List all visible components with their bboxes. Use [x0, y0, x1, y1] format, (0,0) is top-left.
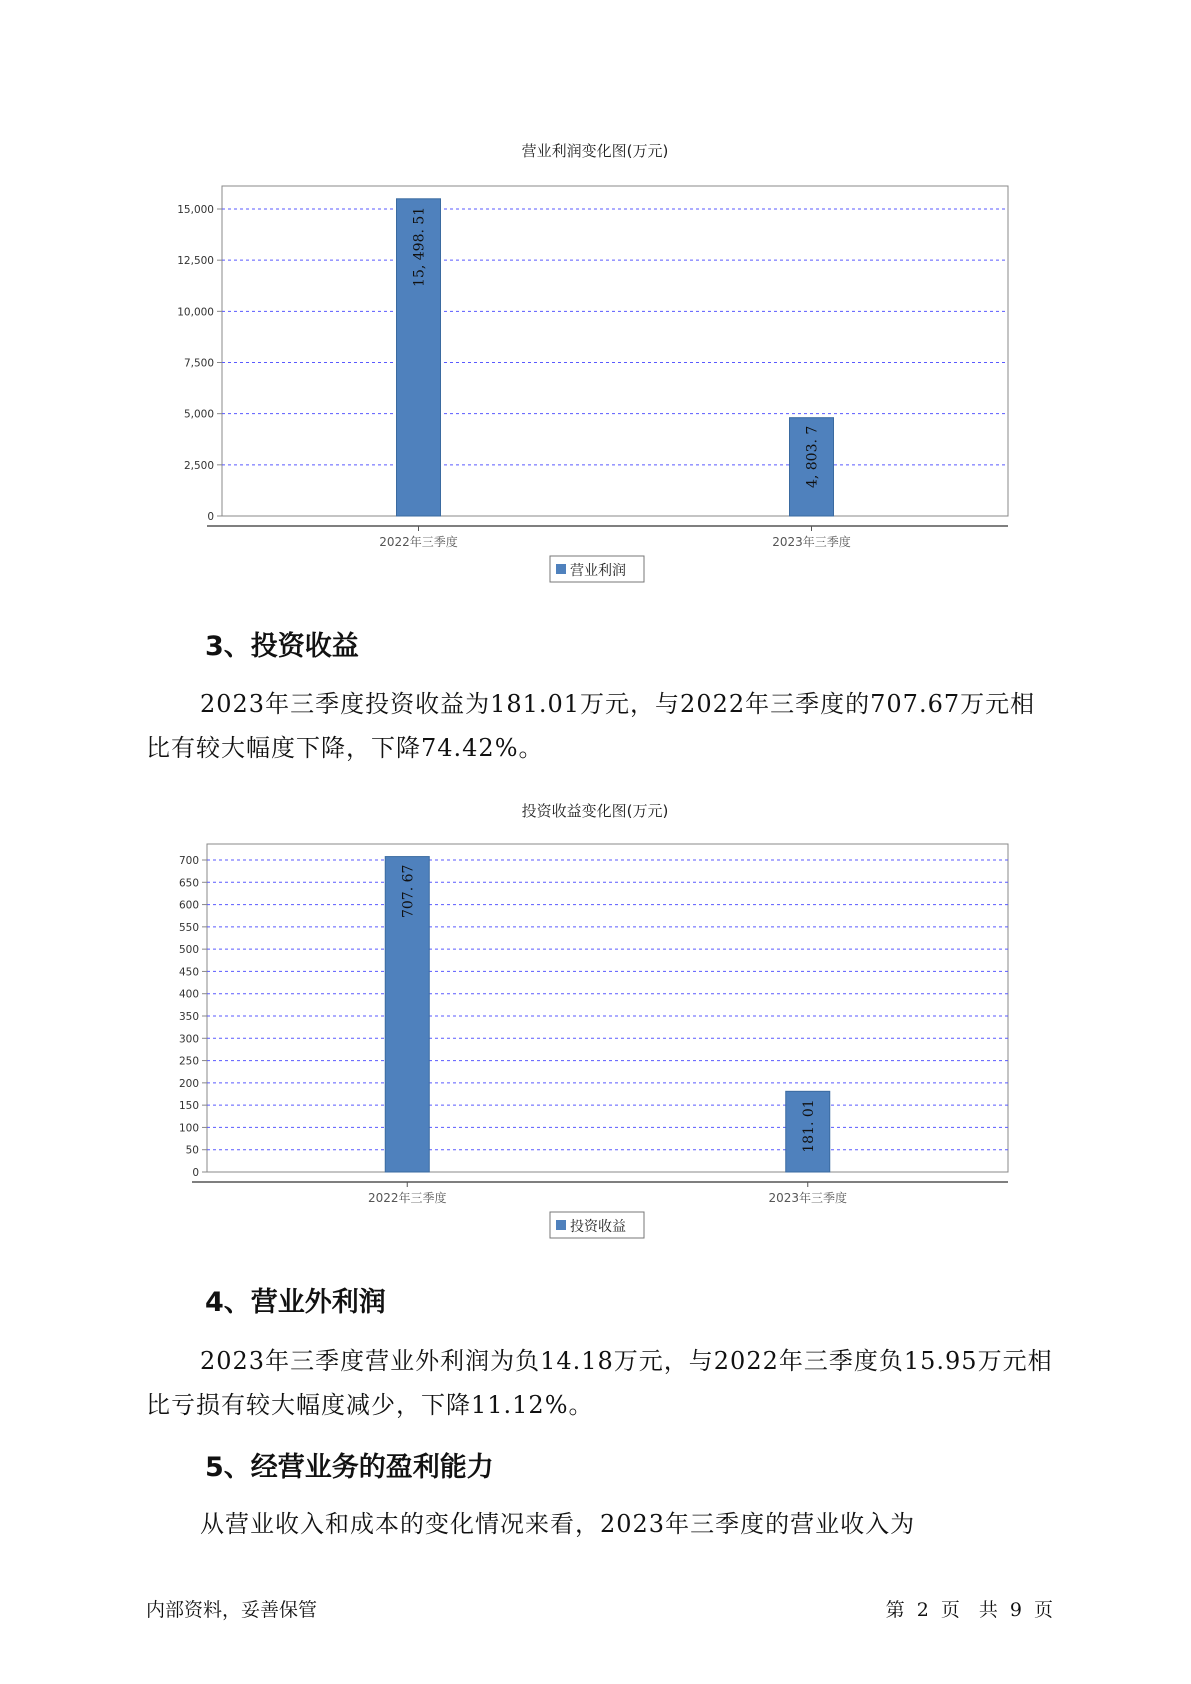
operating-profit-chart	[0, 130, 1191, 590]
y-tick-label: 0	[207, 511, 214, 523]
section-heading-investment-income: 3、投资收益	[205, 631, 359, 662]
y-tick-label: 7,500	[183, 357, 214, 370]
legend-swatch	[556, 564, 566, 574]
non-operating-profit-paragraph: 2023年三季度营业外利润为负14.18万元，与2022年三季度负15.95万元相比亏损有较大幅度减少，下降11.12%。	[146, 1347, 1053, 1419]
bar-value-label: 15, 498. 51	[411, 206, 428, 287]
profitability-paragraph: 从营业收入和成本的变化情况来看，2023年三季度的营业收入为	[200, 1510, 916, 1538]
bar-value-label: 707. 67	[400, 864, 417, 919]
y-tick-label: 200	[178, 1077, 199, 1090]
y-tick-label: 2,500	[183, 459, 214, 472]
operating-profit-chart-svg	[0, 130, 1191, 590]
x-tick-label: 2023年三季度	[772, 535, 851, 549]
footer-page-number: 第 2 页 共 9 页	[885, 1599, 1053, 1621]
section-heading-profitability: 5、经营业务的盈利能力	[205, 1452, 494, 1483]
y-tick-label: 400	[178, 988, 199, 1001]
y-tick-label: 500	[178, 944, 199, 957]
chart-title: 营业利润变化图(万元)	[521, 142, 669, 160]
x-tick-label: 2022年三季度	[379, 535, 458, 549]
investment-income-paragraph: 2023年三季度投资收益为181.01万元，与2022年三季度的707.67万元相比有较大幅度下降，下降74.42%。	[146, 690, 1036, 762]
chart-title: 投资收益变化图(万元)	[521, 802, 669, 820]
y-tick-label: 250	[178, 1055, 199, 1068]
legend-label: 营业利润	[570, 563, 626, 579]
y-tick-label: 5,000	[183, 408, 214, 421]
investment-income-chart	[0, 790, 1191, 1250]
y-tick-label: 100	[178, 1122, 199, 1135]
y-tick-label: 650	[178, 877, 199, 890]
y-tick-label: 15,000	[177, 204, 214, 216]
section-heading-non-operating-profit: 4、营业外利润	[205, 1287, 386, 1318]
y-tick-label: 50	[185, 1144, 199, 1157]
plot-area	[222, 186, 1008, 516]
y-tick-label: 350	[178, 1011, 199, 1023]
x-tick-label: 2022年三季度	[367, 1191, 447, 1205]
bar-value-label: 181. 01	[800, 1099, 817, 1153]
y-tick-label: 12,500	[177, 255, 214, 268]
x-tick-label: 2023年三季度	[768, 1191, 848, 1205]
y-tick-label: 150	[178, 1100, 199, 1113]
legend-swatch	[556, 1220, 566, 1230]
y-tick-label: 10,000	[177, 306, 214, 319]
y-tick-label: 700	[178, 855, 199, 867]
y-tick-label: 450	[178, 966, 199, 979]
y-tick-label: 0	[192, 1167, 199, 1179]
y-tick-label: 550	[178, 921, 199, 934]
bar-value-label: 4, 803. 7	[804, 425, 821, 489]
legend-label: 投资收益	[570, 1219, 626, 1235]
plot-area	[207, 844, 1008, 1172]
investment-income-chart-svg	[0, 790, 1191, 1250]
footer-confidential-note: 内部资料，妥善保管	[146, 1599, 318, 1621]
y-tick-label: 300	[178, 1033, 199, 1046]
y-tick-label: 600	[178, 899, 199, 912]
